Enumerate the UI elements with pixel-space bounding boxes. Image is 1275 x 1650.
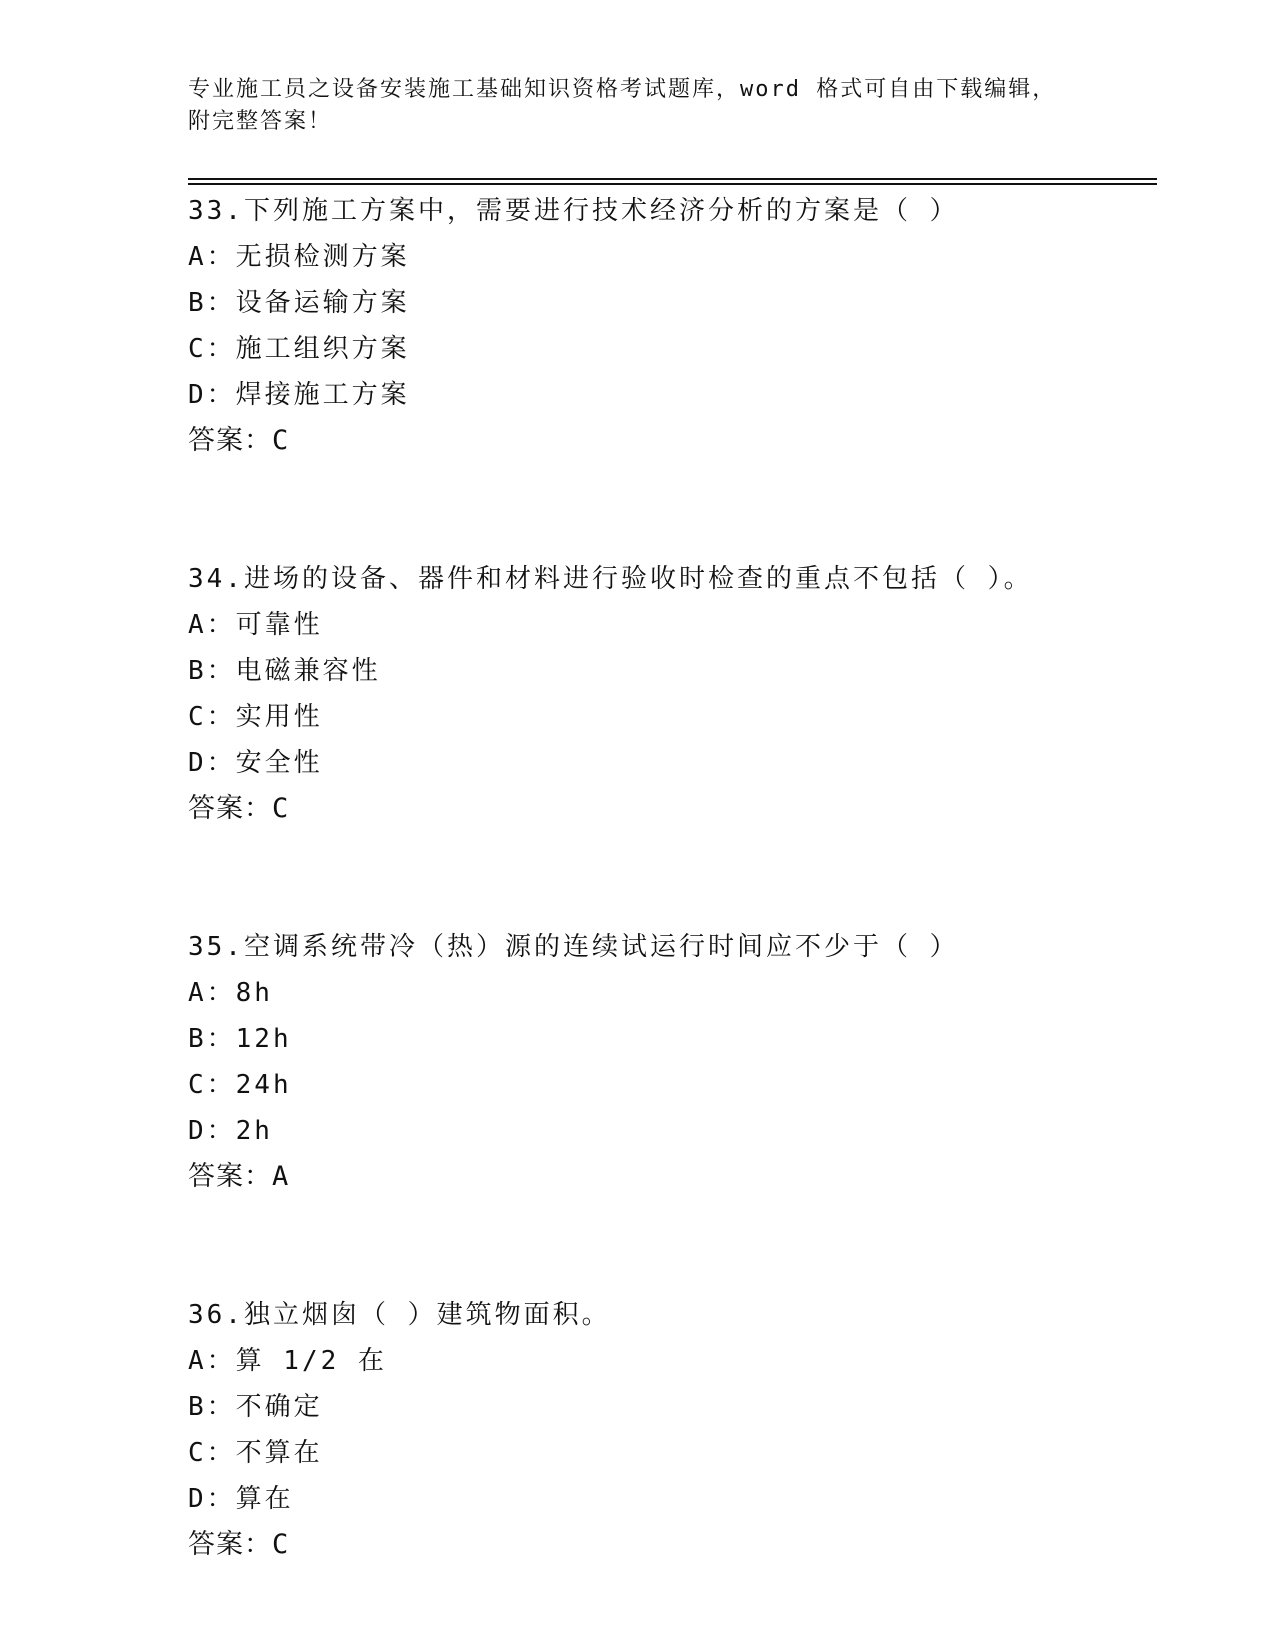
option-a: A：8h xyxy=(188,978,273,1008)
question-stem: 36.独立烟囱（ ）建筑物面积。 xyxy=(188,1300,611,1330)
header-line-2: 附完整答案！ xyxy=(188,109,333,134)
option-d: D：焊接施工方案 xyxy=(188,380,410,410)
option-d: D：安全性 xyxy=(188,748,323,778)
question-gap xyxy=(188,832,1148,924)
answer-value: C xyxy=(272,425,290,456)
answer-line xyxy=(188,1154,1148,1200)
option-b: B：12h xyxy=(188,1024,292,1054)
option-c: C：实用性 xyxy=(188,702,323,732)
option-d: D：2h xyxy=(188,1116,273,1146)
question-33 xyxy=(188,188,1148,464)
option-c: C：不算在 xyxy=(188,1438,323,1468)
option-c: C：24h xyxy=(188,1070,292,1100)
question-stem: 34.进场的设备、器件和材料进行验收时检查的重点不包括（ ）。 xyxy=(188,564,1033,594)
option-b: B：电磁兼容性 xyxy=(188,656,381,686)
header-divider-top xyxy=(188,178,1157,180)
option-d: D：算在 xyxy=(188,1484,294,1514)
answer-line xyxy=(188,1522,1148,1568)
answer-value: C xyxy=(272,1529,290,1560)
answer-label: 答案： xyxy=(188,1529,272,1560)
question-gap xyxy=(188,464,1148,556)
option-b: B：设备运输方案 xyxy=(188,288,410,318)
question-list xyxy=(188,188,1148,1568)
option-b: B：不确定 xyxy=(188,1392,323,1422)
answer-line xyxy=(188,786,1148,832)
option-a: A：算 1/2 在 xyxy=(188,1346,387,1376)
answer-label: 答案： xyxy=(188,1161,272,1192)
answer-value: A xyxy=(272,1161,290,1192)
header-divider-bottom xyxy=(188,183,1157,185)
option-a: A：无损检测方案 xyxy=(188,242,410,272)
answer-value: C xyxy=(272,793,290,824)
header-line-1: 专业施工员之设备安装施工基础知识资格考试题库，word 格式可自由下载编辑， xyxy=(188,77,1057,102)
answer-label: 答案： xyxy=(188,425,272,456)
option-c: C：施工组织方案 xyxy=(188,334,410,364)
answer-line xyxy=(188,418,1148,464)
question-35 xyxy=(188,924,1148,1200)
answer-label: 答案： xyxy=(188,793,272,824)
question-36 xyxy=(188,1292,1148,1568)
option-a: A：可靠性 xyxy=(188,610,323,640)
document-header xyxy=(188,74,1088,138)
question-gap xyxy=(188,1200,1148,1292)
question-34 xyxy=(188,556,1148,832)
question-stem: 33.下列施工方案中，需要进行技术经济分析的方案是（ ） xyxy=(188,196,959,226)
question-stem: 35.空调系统带冷（热）源的连续试运行时间应不少于（ ） xyxy=(188,932,959,962)
